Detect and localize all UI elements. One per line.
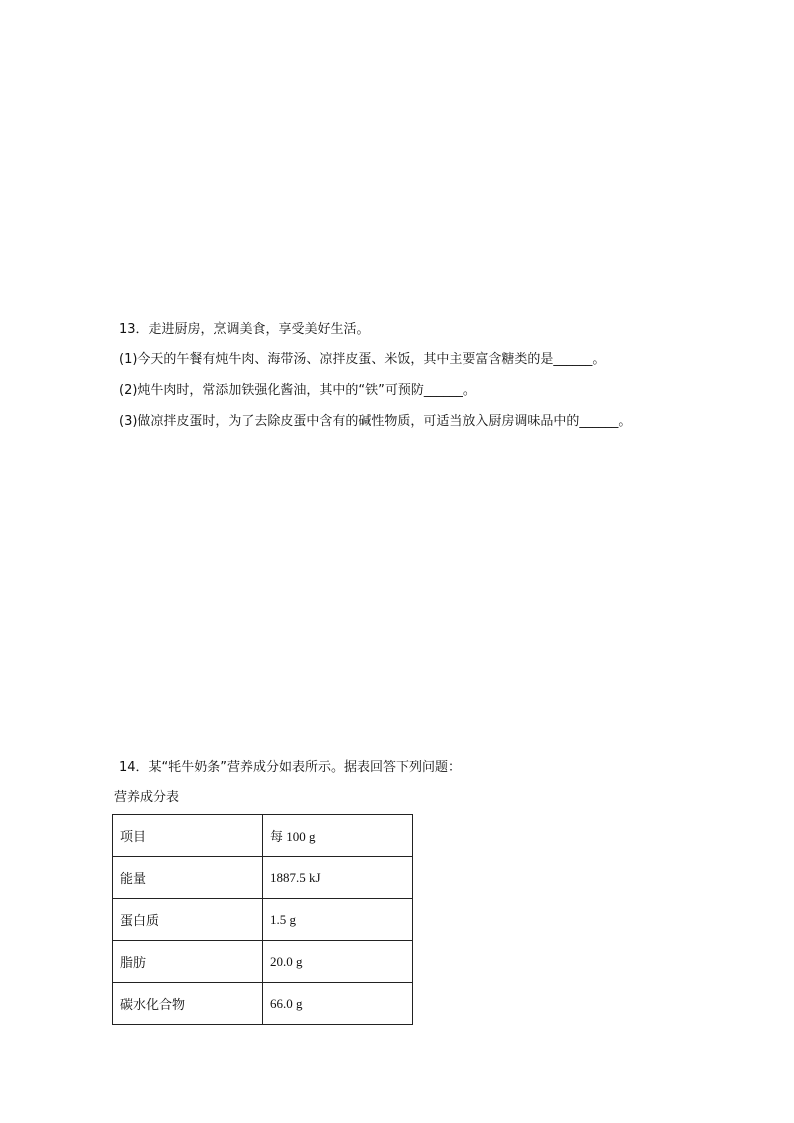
table-cell: 蛋白质 <box>113 899 263 941</box>
question-14 <box>119 760 719 790</box>
table-cell: 脂肪 <box>113 941 263 983</box>
table-cell: 1887.5 kJ <box>263 857 413 899</box>
table-row <box>113 983 413 1025</box>
question-13-title: 13．走进厨房，烹调美食，享受美好生活。 <box>119 322 370 337</box>
question-14-title: 14．某“牦牛奶条”营养成分如表所示。据表回答下列问题： <box>119 760 462 775</box>
table-row <box>113 857 413 899</box>
table-cell: 碳水化合物 <box>113 983 263 1025</box>
table-cell: 项目 <box>113 815 263 857</box>
nutrition-table <box>112 814 413 1025</box>
table-row <box>113 941 413 983</box>
table-cell: 能量 <box>113 857 263 899</box>
table-row <box>113 815 413 857</box>
question-13-item-2: (2)炖牛肉时，常添加铁强化酱油，其中的“铁”可预防______。 <box>119 383 476 398</box>
question-13-item-3: (3)做凉拌皮蛋时，为了去除皮蛋中含有的碱性物质，可适当放入厨房调味品中的______。 <box>119 414 632 429</box>
table-cell: 每 100 g <box>263 815 413 857</box>
table-cell: 20.0 g <box>263 941 413 983</box>
question-13-item-1: (1)今天的午餐有炖牛肉、海带汤、凉拌皮蛋、米饭，其中主要富含糖类的是______。 <box>119 352 606 367</box>
question-13 <box>119 322 719 445</box>
table-caption: 营养成分表 <box>114 790 180 805</box>
table-cell: 1.5 g <box>263 899 413 941</box>
table-cell: 66.0 g <box>263 983 413 1025</box>
table-row <box>113 899 413 941</box>
